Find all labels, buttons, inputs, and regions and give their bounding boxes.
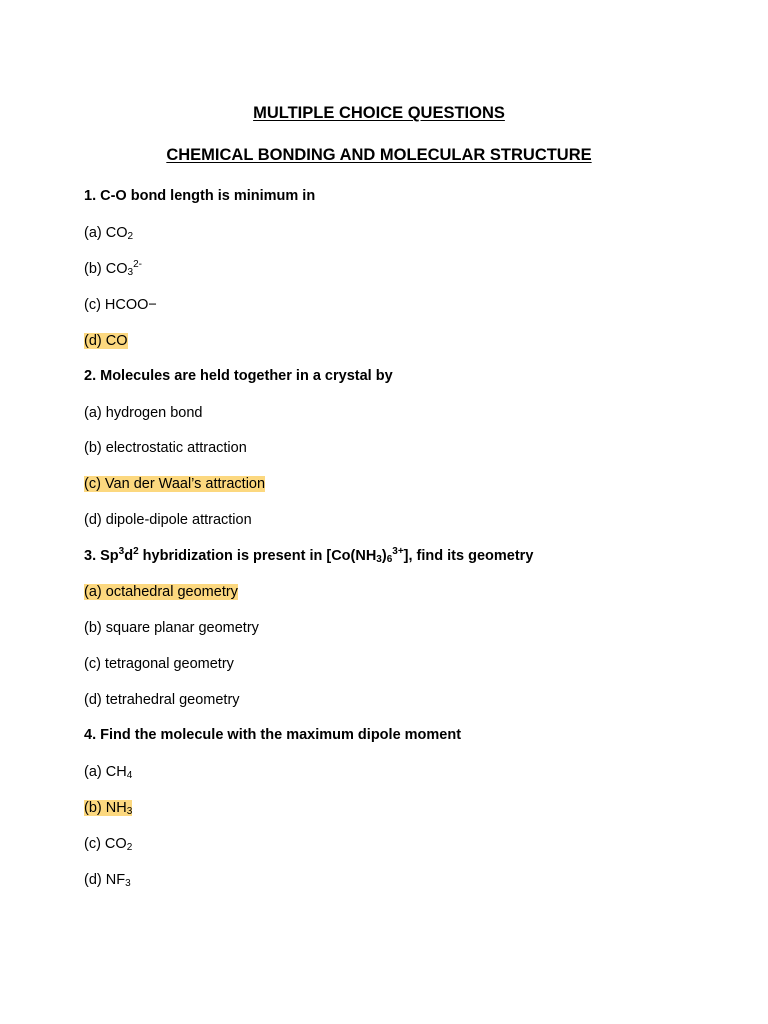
q2-answer-highlight: (c) Van der Waal’s attraction	[84, 476, 266, 492]
document-subtitle: CHEMICAL BONDING AND MOLECULAR STRUCTURE	[166, 146, 592, 164]
document-title: MULTIPLE CHOICE QUESTIONS	[253, 104, 505, 122]
q1-option-c: (c) HCOO−	[84, 297, 157, 313]
q1-option-a-subscript: 2	[127, 231, 134, 242]
q3-sub-2: 6	[386, 554, 393, 565]
question-3	[84, 547, 533, 565]
q3-sup-1: 3	[118, 546, 125, 557]
q3-sup-3: 3+	[392, 546, 404, 557]
q4-answer-highlight	[84, 800, 132, 816]
q3-option-a	[84, 583, 238, 601]
question-2: 2. Molecules are held together in a crystal by	[84, 368, 393, 384]
q4-option-a-text: (a) CH	[84, 764, 127, 780]
q4-option-a-subscript: 4	[126, 770, 133, 781]
q2-option-c	[84, 475, 265, 493]
q4-option-b-subscript: 3	[126, 806, 133, 817]
q2-option-a: (a) hydrogen bond	[84, 405, 203, 421]
question-1: 1. C-O bond length is minimum in	[84, 188, 316, 204]
q3-text-2: d	[124, 548, 134, 564]
q3-sup-2: 2	[133, 546, 139, 557]
q1-answer-highlight: (d) CO	[84, 333, 128, 349]
q3-option-c: (c) tetragonal geometry	[84, 656, 234, 672]
q4-option-d-subscript: 3	[125, 878, 131, 889]
q4-option-b-text: (b) NH	[84, 800, 127, 816]
q2-option-d: (d) dipole-dipole attraction	[84, 512, 252, 528]
q3-option-b: (b) square planar geometry	[84, 620, 259, 636]
q1-option-a	[84, 224, 133, 242]
q4-option-d	[84, 871, 131, 889]
q3-answer-highlight: (a) octahedral geometry	[84, 584, 238, 600]
q1-option-b-text: (b) CO	[84, 261, 128, 277]
q1-option-b-superscript: 2-	[133, 259, 142, 270]
q4-option-a	[84, 763, 132, 781]
q3-text-1: 3. Sp	[84, 548, 119, 564]
q4-option-d-text: (d) NF	[84, 872, 126, 888]
q4-option-c-text: (c) CO	[84, 836, 127, 852]
q3-text-4: )	[381, 548, 387, 564]
q1-option-b	[84, 260, 142, 278]
q3-text-5: ], find its geometry	[403, 548, 534, 564]
q4-option-c	[84, 835, 132, 853]
q1-option-a-text: (a) CO	[84, 225, 128, 241]
question-4: 4. Find the molecule with the maximum dipole moment	[84, 727, 462, 743]
q3-text-3: hybridization is present in [Co(NH	[138, 548, 377, 564]
q2-option-b: (b) electrostatic attraction	[84, 440, 247, 456]
q1-option-b-subscript: 3	[127, 267, 134, 278]
q3-sub-1: 3	[376, 554, 382, 565]
q4-option-b	[84, 799, 132, 817]
q1-option-d	[84, 332, 128, 350]
q3-option-d: (d) tetrahedral geometry	[84, 692, 240, 708]
q4-option-c-subscript: 2	[126, 842, 133, 853]
